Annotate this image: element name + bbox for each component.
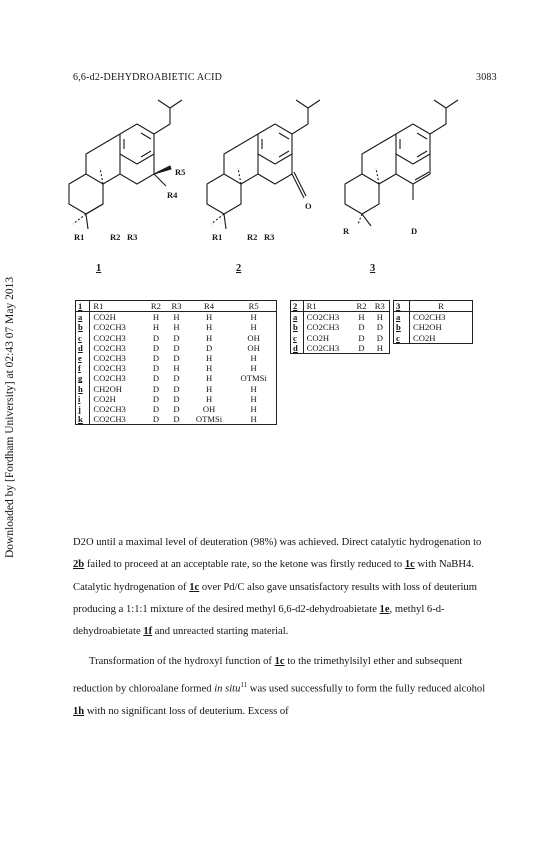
table-cell: H bbox=[173, 363, 180, 374]
download-watermark: Downloaded by [Fordham University] at 02:43 07 May 2013 bbox=[4, 276, 16, 558]
table-cell: D bbox=[152, 404, 160, 415]
table-cell: D bbox=[152, 383, 160, 394]
table1-header: R1 bbox=[90, 301, 146, 312]
table-cell: H bbox=[250, 393, 257, 404]
compound-label-1: 1 bbox=[96, 263, 102, 274]
s1-r1: R1 bbox=[74, 232, 85, 242]
table1-row bbox=[76, 333, 277, 343]
table2-row bbox=[291, 343, 390, 354]
table3-row bbox=[394, 333, 473, 344]
row-label: b bbox=[291, 322, 304, 332]
table1-header: R5 bbox=[231, 301, 276, 312]
table-cell: D bbox=[152, 373, 160, 384]
row-label: e bbox=[76, 353, 90, 363]
table3-header: R bbox=[410, 301, 473, 312]
table-cell: H bbox=[250, 404, 257, 415]
table2-header: R3 bbox=[371, 301, 390, 312]
table-cell: H bbox=[205, 383, 213, 394]
table-cell: D bbox=[173, 332, 180, 343]
table-cell: D bbox=[173, 404, 180, 415]
row-label: d bbox=[76, 343, 90, 353]
row-label: f bbox=[76, 363, 90, 373]
s1-r3: R3 bbox=[127, 232, 138, 242]
row-label: b bbox=[76, 322, 90, 332]
row-label: g bbox=[76, 373, 90, 383]
table1-row bbox=[76, 312, 277, 323]
table-cell: H bbox=[205, 373, 213, 384]
row-label: a bbox=[394, 312, 410, 323]
row-label: i bbox=[76, 394, 90, 404]
table-cell: H bbox=[205, 312, 213, 323]
table-cell: H bbox=[205, 363, 213, 374]
table-cell: CO2H bbox=[413, 332, 436, 343]
structure-1 bbox=[69, 100, 182, 229]
structure-3 bbox=[345, 100, 458, 226]
table3-row bbox=[394, 312, 473, 323]
table2-id: 2 bbox=[291, 301, 304, 312]
table-cell: H bbox=[250, 363, 257, 374]
substituent-table-2 bbox=[290, 300, 390, 354]
table-cell: CO2H bbox=[306, 332, 330, 343]
table1-header: R4 bbox=[187, 301, 231, 312]
compound-label-3: 3 bbox=[370, 263, 376, 274]
table-cell: D bbox=[358, 342, 365, 353]
paragraph-1: D2O until a maximal level of deuteration (98%) was achieved. Direct catalytic hydrogenation to 2b failed to proceed at an acceptable rate, so the ketone was firstly reduced to 1c with NaBH4. Catalytic hydrogenation of 1c over Pd/C also gave unsatisfactory results with loss of deuterium producing a 1:1:1 mixture of the desired methyl 6,6-d2-dehydroabietate 1e, methyl 6-d-dehydroabietate 1f and unreacted starting material. bbox=[73, 537, 482, 638]
table-cell: OH bbox=[202, 404, 216, 415]
table1-row bbox=[76, 384, 277, 394]
compound-ref: 1e bbox=[379, 603, 390, 615]
s1-r2: R2 bbox=[110, 232, 121, 242]
compound-ref: 1f bbox=[143, 626, 153, 638]
table-cell: H bbox=[250, 414, 257, 425]
table-cell: CO2CH3 bbox=[93, 353, 126, 364]
table-cell: D bbox=[173, 373, 180, 384]
table-cell: D bbox=[152, 414, 160, 425]
table-cell: CH2OH bbox=[93, 383, 123, 394]
table-cell: H bbox=[250, 322, 257, 333]
row-label: b bbox=[394, 322, 410, 332]
table1-row bbox=[76, 373, 277, 383]
table-cell: CO2CH3 bbox=[306, 322, 340, 333]
table1-header: R3 bbox=[166, 301, 187, 312]
table1-row bbox=[76, 343, 277, 353]
table-cell: D bbox=[358, 322, 365, 333]
table-cell: D bbox=[152, 332, 160, 343]
table1-row bbox=[76, 363, 277, 373]
s2-oxygen: O bbox=[305, 201, 312, 211]
table1-row bbox=[76, 322, 277, 332]
table-cell: CO2CH3 bbox=[93, 342, 126, 353]
compound-ref: 1h bbox=[73, 705, 85, 717]
table-cell: CO2CH3 bbox=[93, 414, 126, 425]
table1-id: 1 bbox=[76, 301, 90, 312]
table-cell: OTMSi bbox=[240, 373, 267, 384]
row-label: j bbox=[76, 404, 90, 414]
table-cell: H bbox=[250, 353, 257, 364]
table-cell: CO2CH3 bbox=[306, 342, 340, 353]
table-cell: D bbox=[173, 342, 180, 353]
table-cell: D bbox=[152, 363, 160, 374]
table-cell: H bbox=[376, 342, 383, 353]
row-label: c bbox=[291, 333, 304, 343]
table-cell: CO2CH3 bbox=[306, 312, 340, 323]
table-cell: D bbox=[376, 322, 383, 333]
table-cell: H bbox=[152, 312, 160, 323]
table3-row bbox=[394, 322, 473, 332]
table-cell: CO2CH3 bbox=[93, 332, 126, 343]
citation: 11 bbox=[240, 680, 248, 689]
compound-ref: 2b bbox=[73, 559, 85, 571]
table-cell: H bbox=[250, 383, 257, 394]
chemical-structures bbox=[0, 0, 551, 300]
s3-d: D bbox=[411, 226, 418, 236]
row-label: c bbox=[394, 333, 410, 344]
table-cell: OH bbox=[247, 342, 260, 353]
table3-id: 3 bbox=[394, 301, 410, 312]
table2-row bbox=[291, 322, 390, 332]
compound-ref: 1c bbox=[189, 581, 200, 593]
compound-label-2: 2 bbox=[236, 263, 242, 274]
table-cell: D bbox=[173, 393, 180, 404]
table-cell: D bbox=[173, 414, 180, 425]
row-label: a bbox=[76, 312, 90, 323]
table-cell: H bbox=[205, 322, 213, 333]
s1-r4: R4 bbox=[167, 190, 178, 200]
row-label: h bbox=[76, 384, 90, 394]
substituent-table-3 bbox=[393, 300, 473, 344]
substituent-table-1 bbox=[75, 300, 277, 425]
table1-header: R2 bbox=[146, 301, 167, 312]
table-cell: H bbox=[205, 332, 213, 343]
running-title: 6,6-d2-DEHYDROABIETIC ACID bbox=[73, 72, 223, 83]
table-cell: H bbox=[376, 312, 383, 323]
table-cell: D bbox=[173, 383, 180, 394]
table-cell: CH2OH bbox=[413, 322, 442, 333]
page-number: 3083 bbox=[476, 72, 497, 83]
table-cell: H bbox=[205, 393, 213, 404]
structure-2 bbox=[207, 100, 320, 229]
table-cell: OH bbox=[247, 332, 260, 343]
table1-row bbox=[76, 404, 277, 414]
table-cell: CO2CH3 bbox=[93, 363, 126, 374]
table-cell: H bbox=[250, 312, 257, 323]
s3-r: R bbox=[343, 226, 350, 236]
table-cell: D bbox=[376, 332, 383, 343]
compound-ref: 1c bbox=[404, 559, 415, 571]
table2-header: R2 bbox=[352, 301, 370, 312]
table2-row bbox=[291, 333, 390, 343]
table-cell: OTMSi bbox=[195, 414, 223, 425]
table-cell: CO2H bbox=[93, 393, 116, 404]
compound-ref: 1c bbox=[274, 656, 285, 668]
table-cell: CO2H bbox=[93, 312, 116, 323]
s2-r2: R2 bbox=[247, 232, 258, 242]
row-label: a bbox=[291, 312, 304, 323]
table-cell: CO2CH3 bbox=[413, 312, 446, 323]
table1-row bbox=[76, 394, 277, 404]
table-cell: D bbox=[173, 353, 180, 364]
row-label: k bbox=[76, 414, 90, 425]
table-cell: H bbox=[152, 322, 160, 333]
table2-header: R1 bbox=[303, 301, 352, 312]
table-cell: CO2CH3 bbox=[93, 404, 126, 415]
table-cell: D bbox=[152, 342, 160, 353]
table1-row bbox=[76, 414, 277, 425]
table-cell: D bbox=[358, 332, 365, 343]
table-cell: H bbox=[358, 312, 365, 323]
row-label: d bbox=[291, 343, 304, 354]
table-cell: H bbox=[205, 353, 213, 364]
table-cell: H bbox=[173, 322, 180, 333]
table1-row bbox=[76, 353, 277, 363]
s1-r5: R5 bbox=[175, 167, 186, 177]
s2-r1: R1 bbox=[212, 232, 223, 242]
table-cell: CO2CH3 bbox=[93, 373, 126, 384]
table-cell: D bbox=[152, 353, 160, 364]
row-label: c bbox=[76, 333, 90, 343]
table-cell: D bbox=[205, 342, 213, 353]
body-text bbox=[73, 532, 493, 723]
paragraph-2: Transformation of the hydroxyl function of 1c to the trimethylsilyl ether and subsequent reduction by chloroalane formed in situ$^{11}$ was used successfully to form the fully reduced alcohol 1h with no significant loss of deuterium. Excess of bbox=[73, 656, 486, 717]
s2-r3: R3 bbox=[264, 232, 275, 242]
table2-row bbox=[291, 312, 390, 323]
table-cell: CO2CH3 bbox=[93, 322, 126, 333]
table-cell: H bbox=[173, 312, 180, 323]
table-cell: D bbox=[152, 393, 160, 404]
